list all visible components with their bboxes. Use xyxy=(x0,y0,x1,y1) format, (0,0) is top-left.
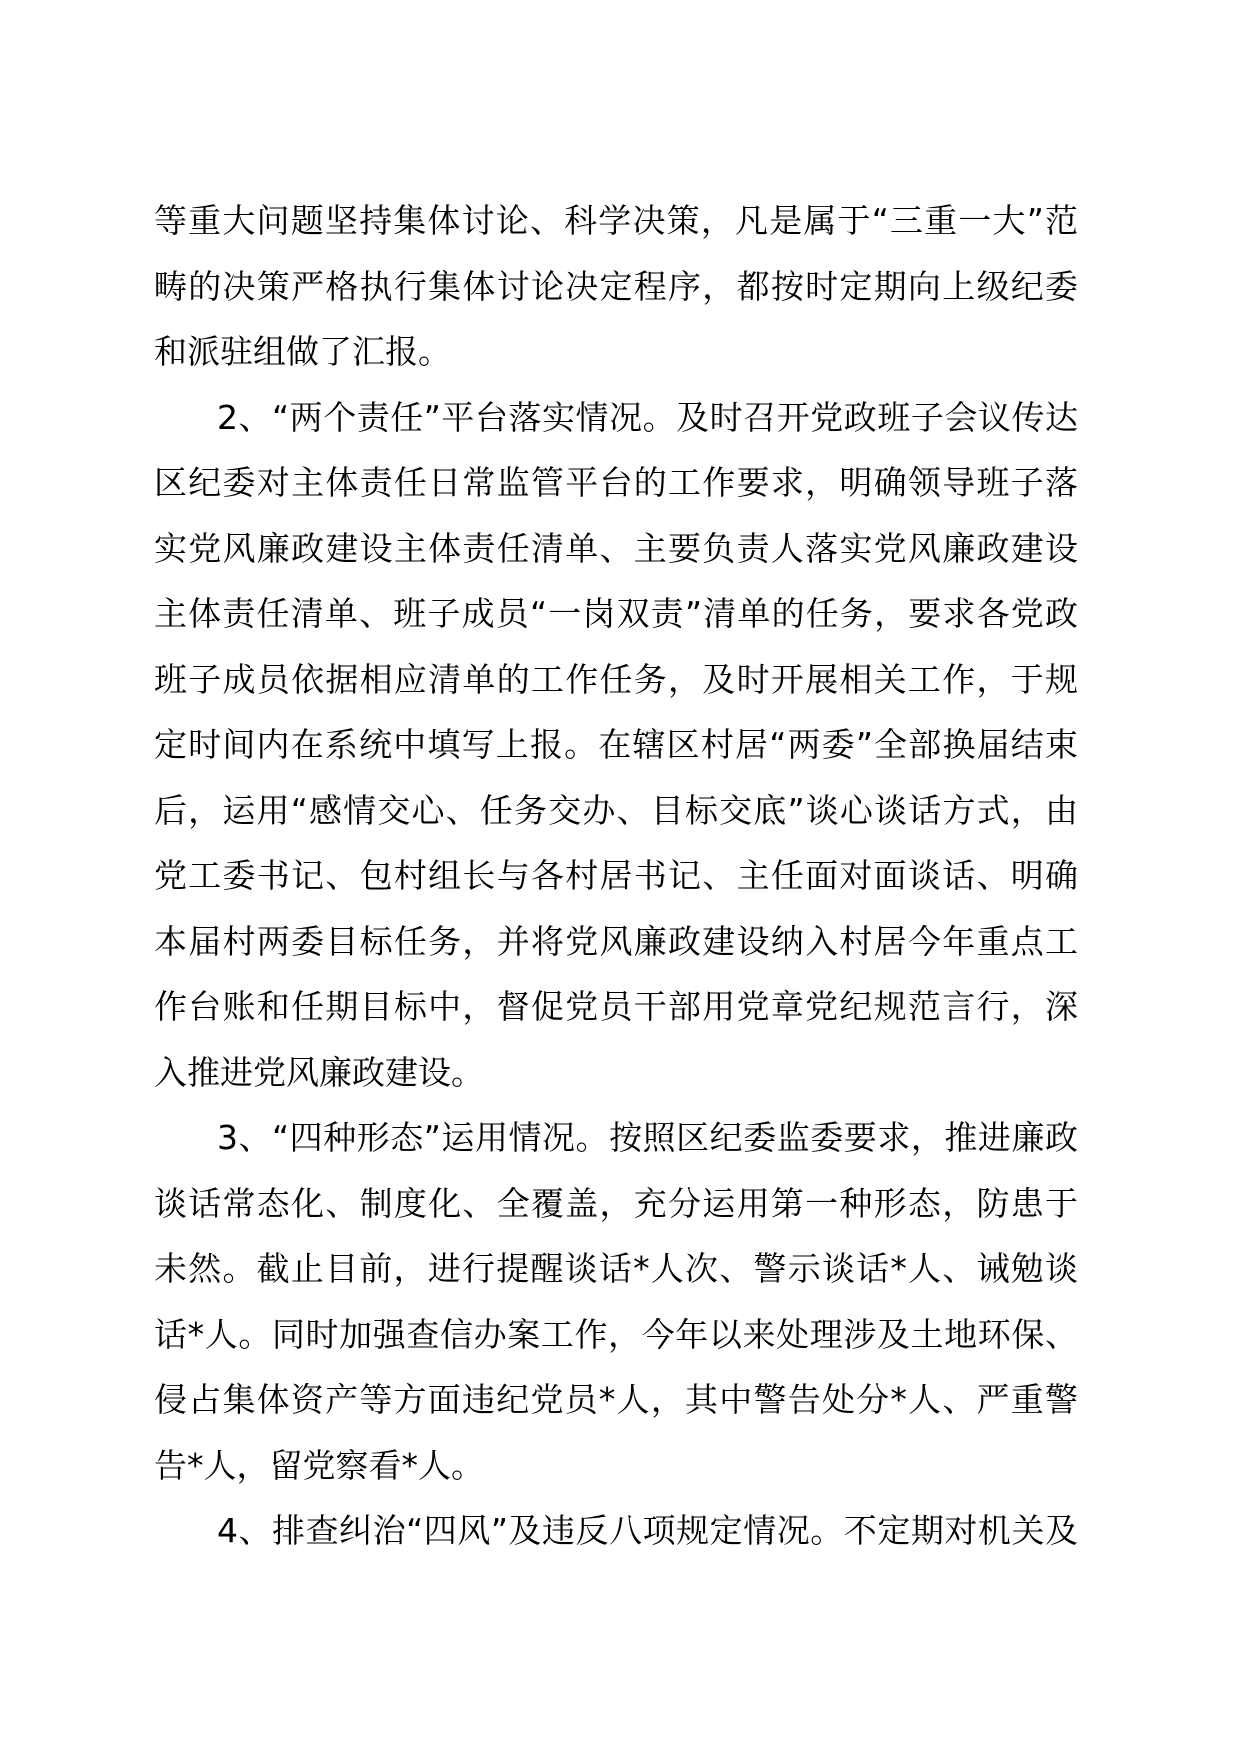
text-line: 后，运用“感情交心、任务交办、目标交底”谈心谈话方式，由 xyxy=(154,790,1078,830)
paragraph-four-winds xyxy=(154,1498,1078,1564)
text-line: 主体责任清单、班子成员“一岗双责”清单的任务，要求各党政 xyxy=(154,594,1078,633)
text-line: 侵占集体资产等方面违纪党员*人，其中警告处分*人、严重警 xyxy=(154,1380,1078,1419)
paragraph-continuation xyxy=(154,188,1078,385)
text-line: 3、“四种形态”运用情况。按照区纪委监委要求，推进廉政 xyxy=(217,1118,1078,1157)
text-line: 谈话常态化、制度化、全覆盖，充分运用第一种形态，防患于 xyxy=(154,1183,1078,1223)
text-line: 区纪委对主体责任日常监管平台的工作要求，明确领导班子落 xyxy=(154,463,1078,502)
text-line: 话*人。同时加强查信办案工作，今年以来处理涉及土地环保、 xyxy=(154,1314,1078,1354)
document-body xyxy=(154,188,1078,1564)
text-line: 入推进党风廉政建设。 xyxy=(154,1052,484,1092)
text-line: 定时间内在系统中填写上报。在辖区村居“两委”全部换届结束 xyxy=(154,725,1078,764)
text-line: 畴的决策严格执行集体讨论决定程序，都按时定期向上级纪委 xyxy=(154,266,1078,306)
text-line: 实党风廉政建设主体责任清单、主要负责人落实党风廉政建设 xyxy=(154,528,1078,568)
text-line: 未然。截止目前，进行提醒谈话*人次、警示谈话*人、诫勉谈 xyxy=(154,1249,1078,1288)
text-line: 班子成员依据相应清单的工作任务，及时开展相关工作，于规 xyxy=(154,659,1078,699)
text-line: 4、排查纠治“四风”及违反八项规定情况。不定期对机关及 xyxy=(217,1511,1078,1550)
text-line: 告*人，留党察看*人。 xyxy=(154,1445,484,1485)
text-line: 2、“两个责任”平台落实情况。及时召开党政班子会议传达 xyxy=(217,397,1078,437)
text-line: 党工委书记、包村组长与各村居书记、主任面对面谈话、明确 xyxy=(154,856,1078,895)
text-line: 等重大问题坚持集体讨论、科学决策，凡是属于“三重一大”范 xyxy=(154,201,1078,240)
text-line: 作台账和任期目标中，督促党员干部用党章党纪规范言行，深 xyxy=(154,987,1078,1026)
text-line: 和派驻组做了汇报。 xyxy=(154,332,451,371)
paragraph-two-responsibilities xyxy=(154,385,1078,1106)
paragraph-four-forms xyxy=(154,1105,1078,1498)
text-line: 本届村两委目标任务，并将党风廉政建设纳入村居今年重点工 xyxy=(154,921,1078,961)
